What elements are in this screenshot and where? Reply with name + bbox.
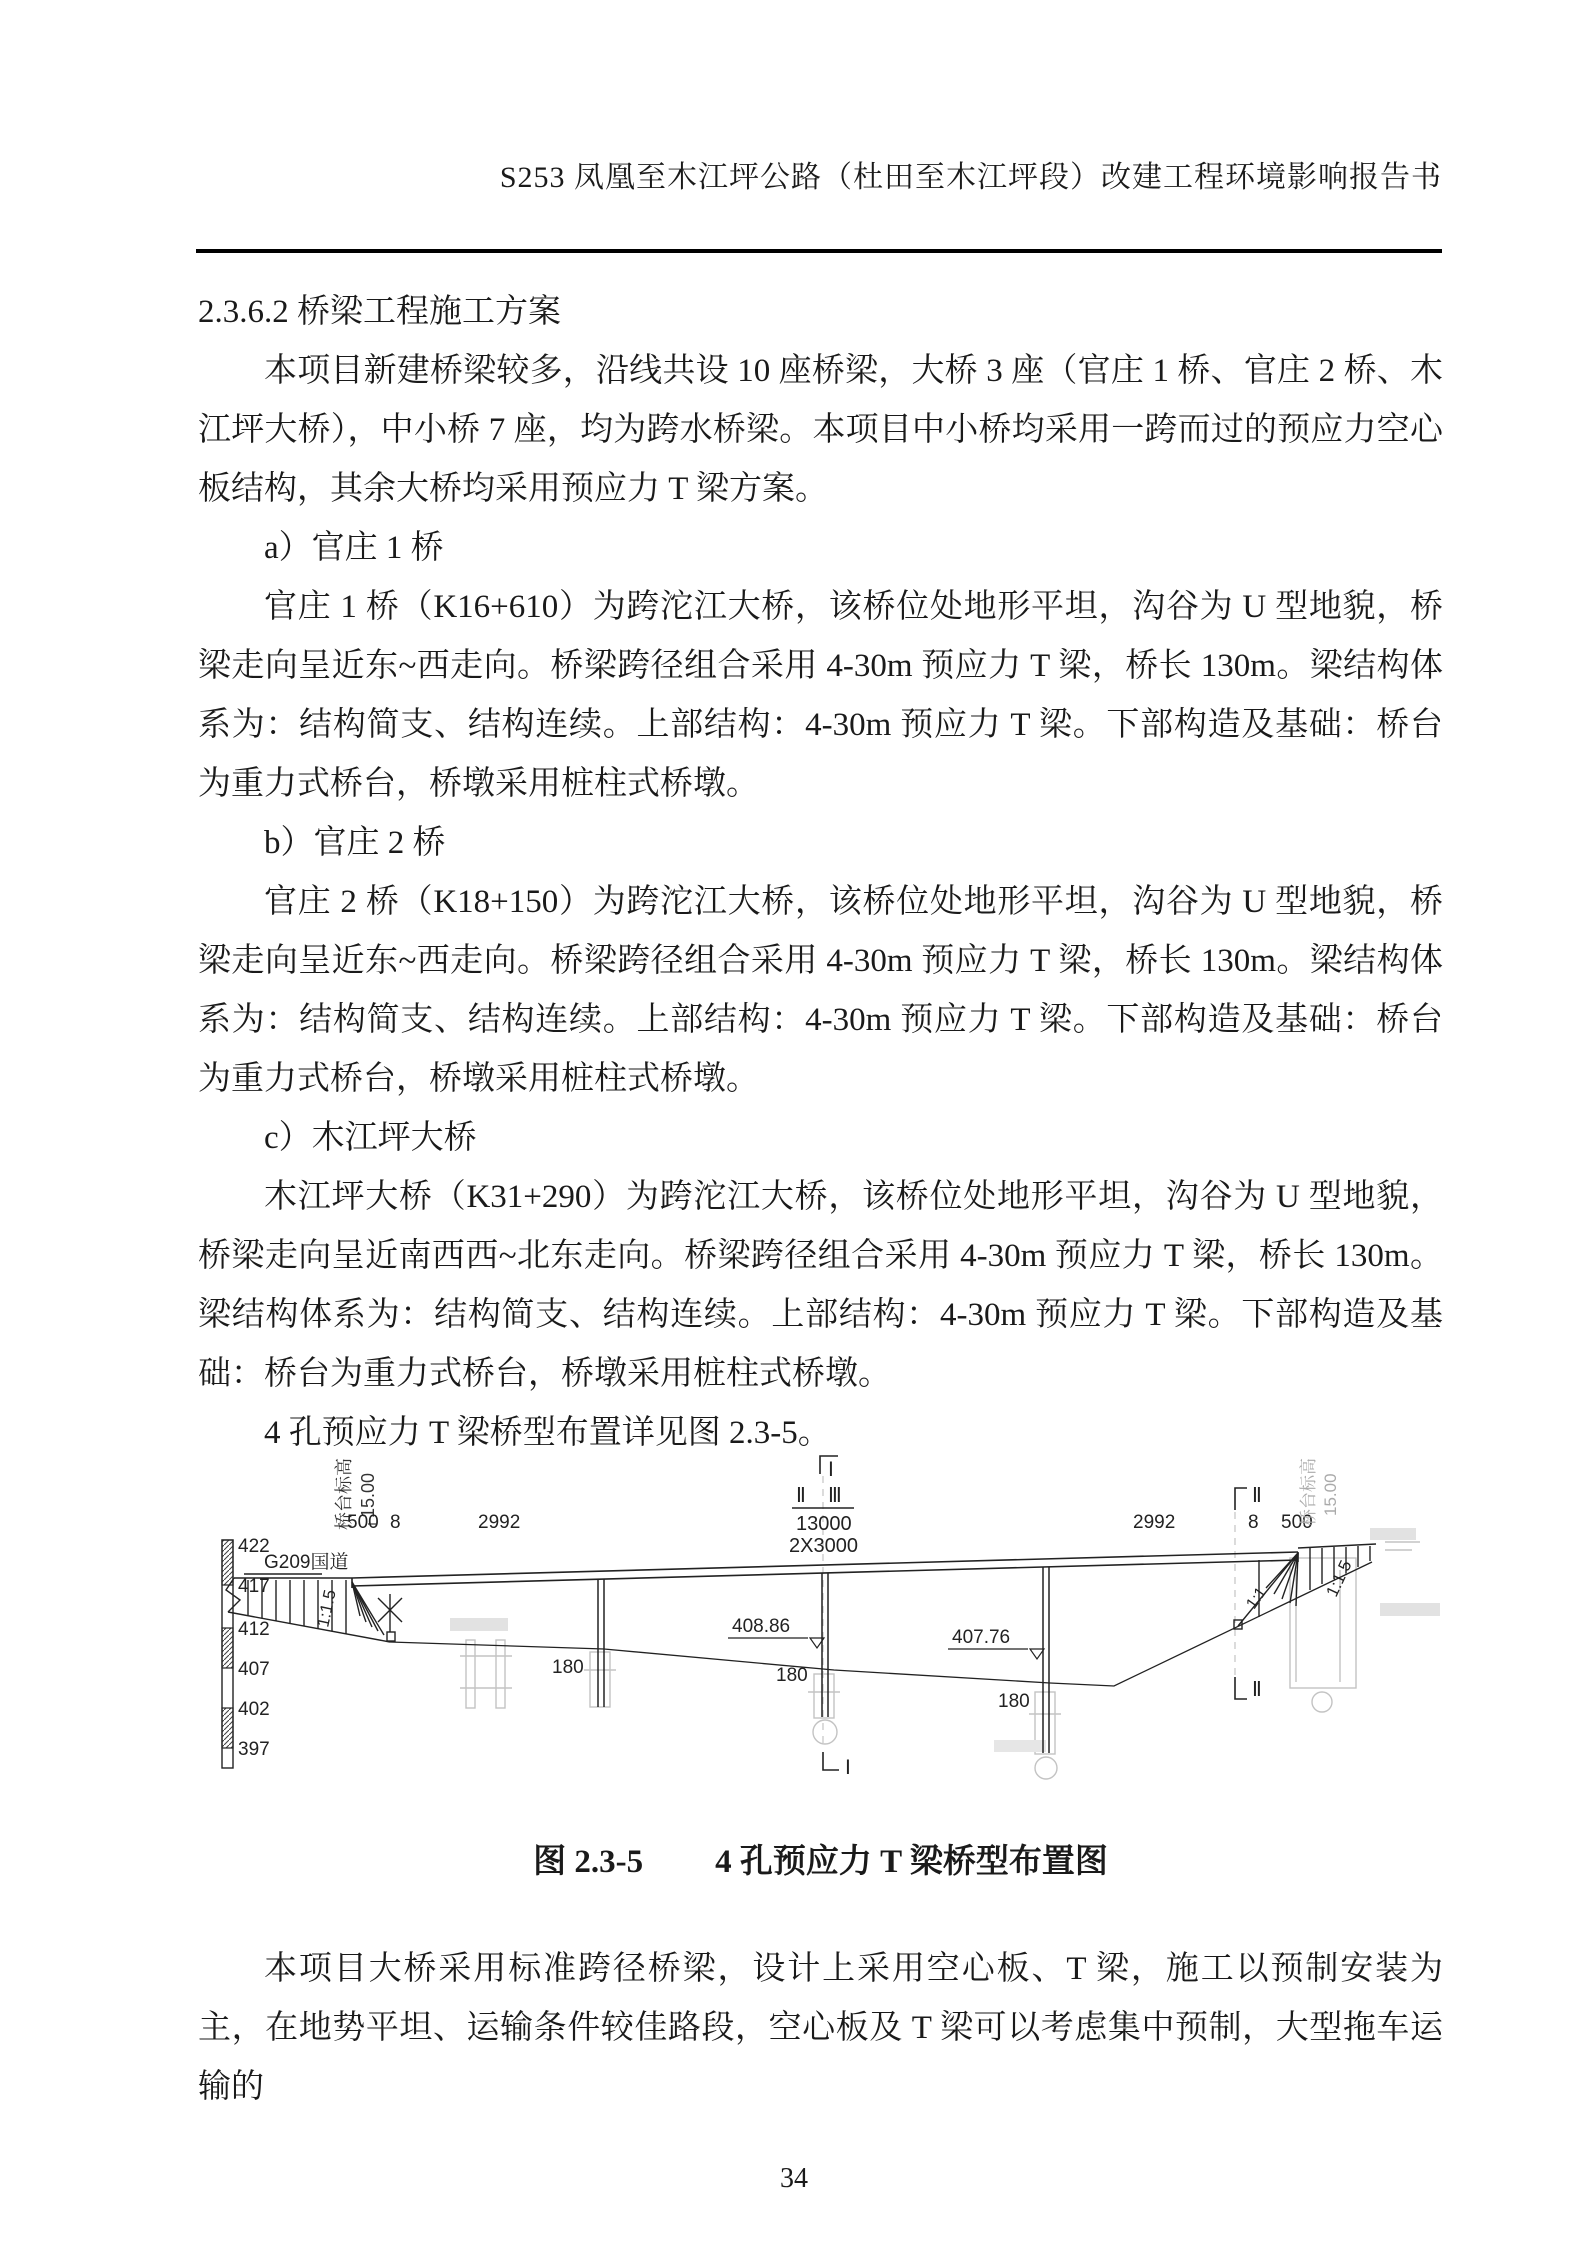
section-mark-II-bottom: Ⅱ: [1252, 1679, 1262, 1701]
pier-width-label: 180: [776, 1665, 808, 1686]
figure-caption: [198, 1833, 1443, 1892]
elevation-label: 417: [238, 1576, 270, 1597]
elevation-label: 397: [238, 1739, 270, 1760]
figure-reference-line: 4 孔预应力 T 梁桥型布置详见图 2.3-5。: [264, 1415, 831, 1451]
section-mark-I-top: I: [828, 1458, 834, 1481]
pier-width-labels: [552, 1657, 1030, 1712]
water-level-label: 408.86: [732, 1616, 791, 1637]
item-a-paragraph: 官庄 1 桥（K16+610）为跨沱江大桥，该桥位处地形平坦，沟谷为 U 型地貌，桥梁走向呈近东~西走向。桥梁跨径组合采用 4-30m 预应力 T 梁，桥长 130m。梁结构体系为：结构简支、结构连续。上部结构：4-30m 预应力 T 梁。下部构造及基础：桥台为重力式桥台，桥墩采用桩柱式桥墩。: [198, 589, 1443, 802]
bridge-deck: [352, 1552, 1298, 1588]
document-body: [198, 283, 1443, 1463]
item-a-label: a）官庄 1 桥: [264, 530, 444, 566]
section-mark-II-top: Ⅱ: [1252, 1485, 1262, 1507]
elevation-label: 407: [238, 1659, 270, 1680]
bridge-elevation-drawing: [144, 1440, 1444, 1790]
dim-span-right: 2992: [1133, 1512, 1176, 1533]
dim-gap-right: 8: [1248, 1512, 1259, 1533]
dim-abutment-left: 500: [347, 1512, 379, 1533]
section-mark-III-mid: Ⅲ: [828, 1485, 842, 1507]
item-b-paragraph: 官庄 2 桥（K18+150）为跨沱江大桥，该桥位处地形平坦，沟谷为 U 型地貌，桥梁走向呈近东~西走向。桥梁跨径组合采用 4-30m 预应力 T 梁，桥长 130m。梁结构体系为：结构简支、结构连续。上部结构：4-30m 预应力 T 梁。下部构造及基础：桥台为重力式桥台，桥墩采用桩柱式桥墩。: [198, 884, 1443, 1097]
section-heading: 2.3.6.2 桥梁工程施工方案: [198, 294, 561, 330]
abutment-elevation-value: 15.00: [358, 1472, 378, 1518]
dim-gap-left: 8: [390, 1512, 401, 1533]
section-mark-I-bottom: I: [845, 1756, 851, 1779]
pier-width-label: 180: [552, 1657, 584, 1678]
item-b-label: b）官庄 2 桥: [264, 825, 446, 861]
page-number: 34: [780, 2163, 808, 2194]
elevation-label: 412: [238, 1619, 270, 1640]
water-level-marks: [728, 1616, 1044, 1659]
water-level-label: 407.76: [952, 1627, 1011, 1648]
pier-width-label: 180: [998, 1691, 1030, 1712]
closing-section: [198, 1940, 1443, 2117]
elevation-label: 422: [238, 1536, 270, 1557]
page-header-title: S253 凤凰至木江坪公路（杜田至木江坪段）改建工程环境影响报告书: [499, 161, 1442, 194]
abutment-elevation-value-gray: 15.00: [1321, 1473, 1340, 1516]
elevation-scale-bar: [222, 1536, 270, 1768]
abutment-station-text: 桥台标高: [334, 1458, 354, 1530]
intro-paragraph: 本项目新建桥梁较多，沿线共设 10 座桥梁，大桥 3 座（官庄 1 桥、官庄 2 桥、木江坪大桥），中小桥 7 座，均为跨水桥梁。本项目中小桥均采用一跨而过的预应力空心板结构，其余大桥均采用预应力 T 梁方案。: [198, 353, 1444, 507]
dim-mid-top: 13000: [796, 1513, 852, 1535]
closing-paragraph: 本项目大桥采用标准跨径桥梁，设计上采用空心板、T 梁，施工以预制安装为主，在地势平坦、运输条件较佳路段，空心板及 T 梁可以考虑集中预制，大型拖车运输的: [198, 1951, 1443, 2105]
slope-label-right: 1:1.5: [1322, 1557, 1356, 1600]
water-level-triangle-icon: [1030, 1649, 1044, 1659]
abutment-station-text-gray: 桥台标高: [1299, 1458, 1318, 1526]
bridge-elevation-figure: [144, 1440, 1444, 1790]
item-c-label: c）木江坪大桥: [264, 1120, 477, 1156]
dim-span-left: 2992: [478, 1512, 521, 1533]
elevation-label: 402: [238, 1699, 270, 1720]
right-abutment-annotation: [1299, 1458, 1340, 1526]
slope-label-left: 1:1.5: [313, 1587, 340, 1629]
figure-caption-number: 图 2.3-5: [533, 1844, 644, 1880]
slope-label-secondary: 1:1: [1243, 1584, 1271, 1613]
road-label: G209国道: [264, 1552, 349, 1573]
section-mark-II-mid: Ⅱ: [796, 1485, 806, 1507]
header-rule: [196, 249, 1442, 253]
item-c-paragraph: 木江坪大桥（K31+290）为跨沱江大桥，该桥位处地形平坦，沟谷为 U 型地貌，桥梁走向呈近南西西~北东走向。桥梁跨径组合采用 4-30m 预应力 T 梁，桥长 130m。梁结构体系为：结构简支、结构连续。上部结构：4-30m 预应力 T 梁。下部构造及基础：桥台为重力式桥台，桥墩采用桩柱式桥墩。: [198, 1179, 1443, 1392]
figure-caption-title: 4 孔预应力 T 梁桥型布置图: [715, 1844, 1108, 1880]
dim-mid-bottom: 2X3000: [789, 1535, 858, 1557]
dim-abutment-right: 500: [1281, 1512, 1313, 1533]
